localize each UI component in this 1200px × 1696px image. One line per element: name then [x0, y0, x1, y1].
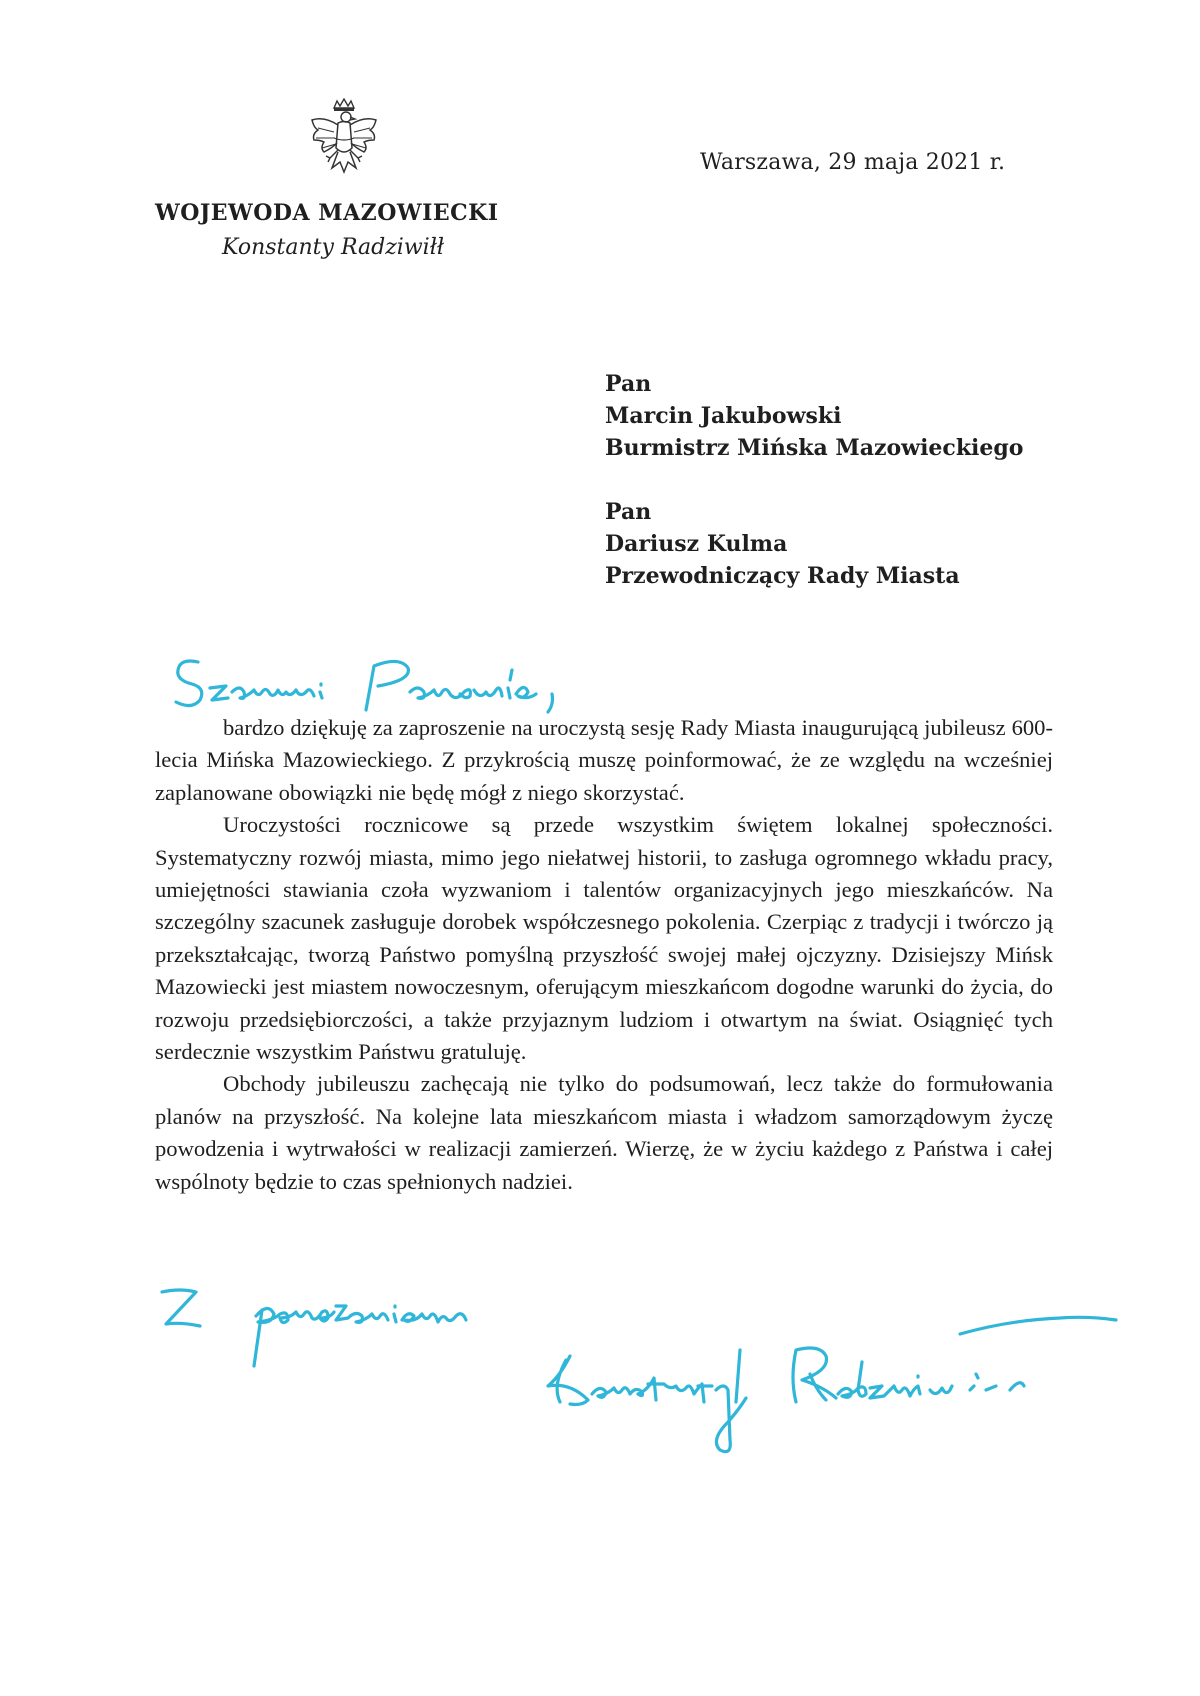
recipient-block — [605, 496, 960, 592]
recipient-role: Burmistrz Mińska Mazowieckiego — [605, 435, 1024, 461]
recipient-salutation: Pan — [605, 499, 652, 525]
handwritten-salutation — [170, 640, 640, 720]
recipient-role: Przewodniczący Rady Miasta — [605, 563, 960, 589]
polish-eagle-emblem-icon — [306, 98, 382, 186]
letter-body — [155, 712, 1053, 1198]
office-title: WOJEWODA MAZOWIECKI — [155, 200, 499, 226]
recipient-salutation: Pan — [605, 371, 652, 397]
body-paragraph: Obchody jubileuszu zachęcają nie tylko do podsumowań, lecz także do formułowania planów na przyszłość. Na kolejne lata mieszkańcom miasta i władzom samorządowym życzę powodzenia i wytrwałości w realizacji zamierzeń. Wierzę, że w życiu każdego z Państwa i całej wspólnoty będzie to czas spełnionych nadziei. — [155, 1071, 1053, 1194]
body-paragraph: bardzo dziękuję za zaproszenie na uroczystą sesję Rady Miasta inaugurującą jubileusz 600-lecia Mińska Mazowieckiego. Z przykrością muszę poinformować, że ze względu na wcześniej zaplanowane obowiązki nie będę mógł z niego skorzystać. — [155, 715, 1053, 805]
handwritten-signature — [540, 1290, 1120, 1460]
office-holder-name: Konstanty Radziwiłł — [222, 235, 444, 260]
recipient-name: Dariusz Kulma — [605, 531, 788, 557]
handwritten-closing — [150, 1270, 570, 1370]
recipient-block — [605, 368, 1023, 464]
recipient-name: Marcin Jakubowski — [605, 403, 842, 429]
letter-date: Warszawa, 29 maja 2021 r. — [700, 150, 1006, 175]
body-paragraph: Uroczystości rocznicowe są przede wszystkim świętem lokalnej społeczności. Systematyczny rozwój miasta, mimo jego niełatwej historii, to zasługa ogromnego wkładu pracy, umiejętności stawiania czoła wyzwaniom i talentów organizacyjnych jego mieszkańców. Na szczególny szacunek zasługuje dorobek współczesnego pokolenia. Czerpiąc z tradycji i twórczo ją przekształcając, tworzą Państwo pomyślną przyszłość swojej małej ojczyzny. Dzisiejszy Mińsk Mazowiecki jest miastem nowoczesnym, oferującym mieszkańcom dogodne warunki do życia, do rozwoju przedsiębiorczości, a także przyjaznym ludziom i otwartym na świat. Osiągnięć tych serdecznie wszystkim Państwu gratuluję. — [155, 812, 1053, 1065]
